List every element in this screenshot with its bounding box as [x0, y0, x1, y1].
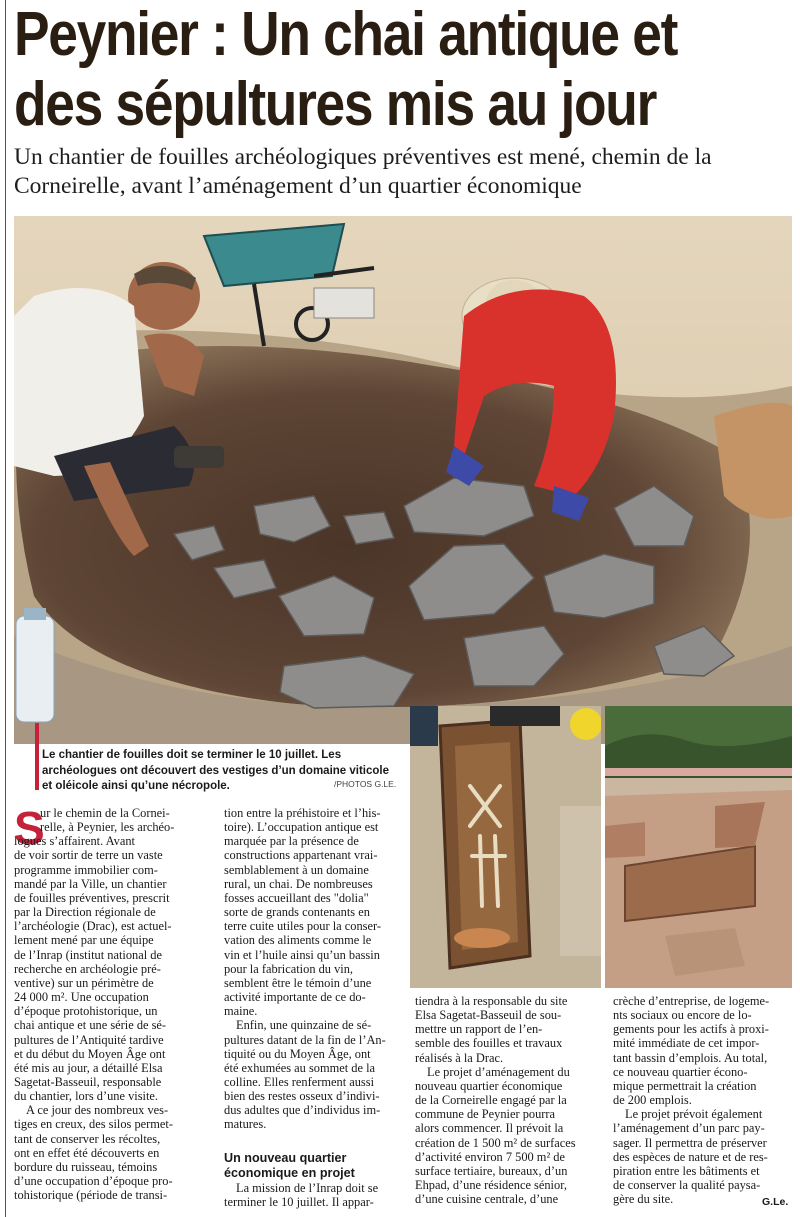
article-line: ventive) sur un périmètre de	[14, 975, 154, 990]
article-line: recherche en archéologie pré-	[14, 961, 161, 976]
article-line: pultures de l’Antiquité tardive	[14, 1032, 164, 1047]
article-line: terre cuite utiles pour la conser-	[224, 919, 381, 934]
article-line: piration entre les bâtiments et	[613, 1163, 760, 1178]
headline-line: Peynier : Un chai antique et	[14, 0, 678, 69]
article-line: bien des restes osseux d’indivi-	[224, 1089, 380, 1104]
article-line: toire). L’occupation antique est	[224, 820, 379, 835]
article-line: pultures datant de la fin de l’An-	[224, 1032, 386, 1047]
article-line: crèche d’entreprise, de logeme-	[613, 994, 770, 1008]
article-line: semble des fouilles et travaux	[415, 1036, 563, 1051]
article-line: mandé par la Ville, un chantier	[14, 876, 167, 891]
article-line: dus adultes que d’individus im-	[224, 1103, 381, 1118]
article-line: La mission de l’Inrap doit se	[236, 1181, 379, 1195]
subtitle-line: économique en projet	[224, 1165, 355, 1180]
article-line: tion entre la préhistoire et l’his-	[224, 806, 381, 820]
article-line: réalisés à la Drac.	[415, 1050, 504, 1065]
article-line: Le projet d’aménagement du	[427, 1064, 570, 1079]
article-line: tohistorique (période de transi-	[14, 1188, 168, 1203]
caption-accent-bar	[35, 723, 39, 790]
article-line: semblablement à un domaine	[224, 862, 369, 877]
article-line: nts sociaux ou encore de lo-	[613, 1008, 752, 1023]
article-line: du chantier, lors d’une visite.	[14, 1089, 159, 1104]
caption-line: archéologues ont découvert des vestiges d’un domaine viticole	[42, 764, 390, 777]
caption-line: Le chantier de fouilles doit se terminer le 10 juillet. Les	[42, 749, 342, 761]
article-line: d’activité environ 7 500 m² de	[415, 1149, 565, 1164]
caption-line: et oléicole ainsi qu’une nécropole.	[42, 780, 230, 792]
article-line: ce nouveau quartier écono-	[613, 1064, 748, 1079]
article-line: l’archéologie (Drac), est actuel-	[14, 919, 172, 934]
article-line: sager. Il permettra de préserver	[613, 1135, 767, 1150]
article-column-3	[415, 994, 599, 1206]
article-line: logues s’affairent. Avant	[14, 834, 136, 849]
article-line: de conserver la qualité paysa-	[613, 1178, 761, 1193]
article-line: alors commencer. Il prévoit la	[415, 1121, 564, 1136]
article-line: mique permettrait la création	[613, 1078, 757, 1093]
article-line: ont en effet été découverts en	[14, 1145, 160, 1160]
article-line: ur le chemin de la Cornei-	[40, 806, 170, 820]
article-line: vation des aliments comme le	[224, 933, 372, 948]
article-line: matures.	[224, 1117, 267, 1132]
article-line: tiendra à la responsable du site	[415, 994, 568, 1008]
trench-site-photo	[605, 706, 792, 988]
article-line: relle, à Peynier, les archéo-	[40, 820, 175, 835]
article-line: sorte de grands contenants en	[224, 905, 370, 920]
author-signature: G.Le.	[762, 1196, 789, 1208]
article-line: par la Direction régionale de	[14, 905, 156, 920]
article-line: de l’Inrap (institut national de	[14, 947, 162, 962]
article-line: tant bassin d’emplois. Au total,	[613, 1050, 768, 1065]
article-line: tiquité ou du Moyen Âge, ont	[224, 1046, 371, 1061]
article-line: rural, un chai. De nombreuses	[224, 876, 373, 891]
article-line: fosses accueillant des "dolia"	[224, 890, 369, 905]
article-line: vin et l’huile ainsi qu’un bassin	[224, 947, 380, 962]
article-line: mité immédiate de cet impor-	[613, 1036, 760, 1051]
subheadline	[14, 143, 794, 201]
excavation-site-photo	[14, 216, 792, 744]
article-column-2	[224, 806, 407, 1132]
article-line: de la Corneirelle engagé par la	[415, 1093, 567, 1108]
subheadline-line: Corneirelle, avant l’aménagement d’un quartier économique	[14, 173, 582, 199]
article-line: activité importante de ce do-	[224, 990, 366, 1005]
article-line: nouveau quartier économique	[415, 1078, 563, 1093]
article-line: A ce jour des nombreux ves-	[26, 1103, 169, 1118]
article-line: surface tertiaire, bureaux, d’un	[415, 1163, 568, 1178]
article-line: mettre un rapport de l’en-	[415, 1022, 543, 1037]
article-line: chai antique et une série de sé-	[14, 1018, 167, 1033]
article-line: colline. Elles renferment aussi	[224, 1074, 375, 1089]
article-line: Enfin, une quinzaine de sé-	[236, 1018, 372, 1033]
article-line: été mis au jour, a détaillé Elsa	[14, 1060, 163, 1075]
article-line: Ehpad, d’une résidence sénior,	[415, 1178, 567, 1193]
burial-skeleton-photo	[410, 706, 601, 988]
article-column-4	[613, 994, 792, 1206]
photo-credit: /PHOTOS G.LE.	[334, 779, 397, 789]
article-line: de voir sortir de terre un vaste	[14, 848, 163, 863]
article-line: lement mené par une équipe	[14, 933, 154, 948]
article-line: et du début du Moyen Âge ont	[14, 1046, 166, 1061]
section-subtitle	[224, 1151, 355, 1180]
article-line: semblent être le témoin d’une	[224, 975, 372, 990]
article-line: marquée par la présence de	[224, 834, 359, 849]
article-line: programme immobilier com-	[14, 862, 158, 877]
article-line: de 200 emplois.	[613, 1093, 692, 1108]
article-line: l’aménagement d’un parc pay-	[613, 1121, 765, 1136]
article-line: commune de Peynier pourra	[415, 1107, 556, 1122]
article-line: terminer le 10 juillet. Il appar-	[224, 1195, 374, 1210]
article-line: création de 1 500 m² de surfaces	[415, 1135, 576, 1150]
article-line: de fouilles préventives, prescrit	[14, 890, 170, 905]
article-line: des espèces de nature et de res-	[613, 1149, 768, 1164]
subheadline-line: Un chantier de fouilles archéologiques préventives est mené, chemin de la	[14, 144, 712, 170]
article-line: tiges en creux, des silos permet-	[14, 1117, 173, 1132]
headline	[14, 0, 685, 140]
article-line: d’une occupation d’époque pro-	[14, 1174, 173, 1189]
drop-cap: S	[14, 802, 45, 854]
headline-line: des sépultures mis au jour	[14, 70, 657, 139]
article-line: d’époque protohistorique, un	[14, 1004, 158, 1019]
page-left-rule	[5, 0, 6, 1217]
article-line: bordure du ruisseau, témoins	[14, 1159, 158, 1174]
article-line: gère du site.	[613, 1192, 674, 1207]
subtitle-line: Un nouveau quartier	[224, 1151, 347, 1165]
article-line: été exhumées au sommet de la	[224, 1060, 376, 1075]
article-line: Le projet prévoit également	[625, 1107, 763, 1122]
article-line: Sagetat-Basseuil, responsable	[14, 1074, 162, 1089]
article-line: pour la fabrication du vin,	[224, 961, 354, 976]
article-line: Elsa Sagetat-Basseuil de sou-	[415, 1008, 562, 1023]
article-line: gements pour les actifs à proxi-	[613, 1022, 769, 1037]
article-line: maine.	[224, 1004, 258, 1019]
article-column-2-continued	[224, 1181, 407, 1209]
article-line: d’une cuisine centrale, d’une	[415, 1192, 559, 1207]
article-line: tant de conserver les récoltes,	[14, 1131, 161, 1146]
article-column-1	[14, 802, 204, 1203]
article-line: 24 000 m². Une occupation	[14, 990, 149, 1005]
article-line: constructions appartenant vrai-	[224, 848, 378, 863]
